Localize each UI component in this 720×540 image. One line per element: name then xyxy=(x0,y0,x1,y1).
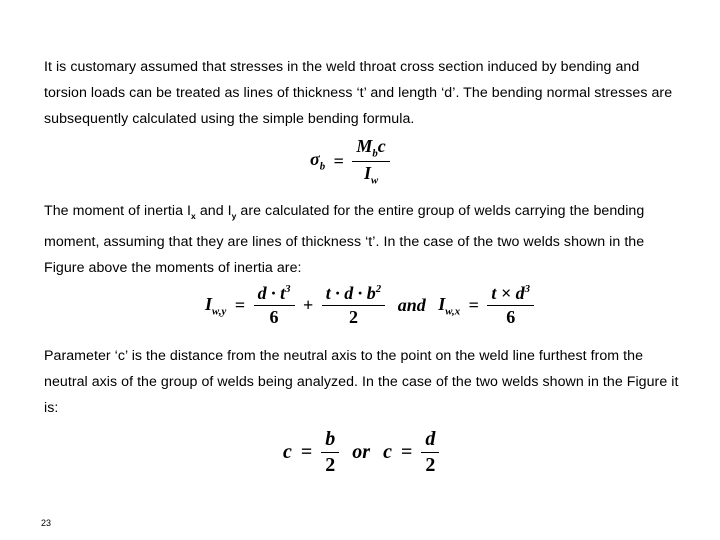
eq2-plus: + xyxy=(303,295,314,315)
p2-text-b: and xyxy=(195,203,228,219)
ix-subscript: x xyxy=(191,210,196,221)
eq2-f1-denominator: 6 xyxy=(269,307,279,327)
eq2-f2-exponent: 2 xyxy=(375,283,382,295)
inertia-symbol: I xyxy=(363,162,371,183)
eq2-equals-2: = xyxy=(468,295,479,315)
eq3-fraction-2 xyxy=(421,428,439,477)
eq1-lhs xyxy=(310,149,326,173)
eq2-fraction-1 xyxy=(254,283,295,328)
equation-bending-stress xyxy=(310,136,390,186)
eq1-numerator xyxy=(352,136,389,162)
distance-symbol: c xyxy=(377,136,386,156)
p2-text-a: The moment of inertia xyxy=(44,203,188,219)
eq2-f1-numerator xyxy=(254,283,295,306)
eq3-f1-denominator: 2 xyxy=(325,454,336,476)
eq2-f2-num-text: t · d · b xyxy=(325,283,376,303)
eq3-lhs-2: c xyxy=(383,441,392,463)
iy-subscript: y xyxy=(231,210,237,221)
eq2-f3-num-text: t × d xyxy=(491,283,525,303)
eq2-f3-numerator xyxy=(487,283,534,306)
eq3-equals-2: = xyxy=(400,441,413,463)
eq3-f2-denominator: 2 xyxy=(425,454,436,476)
eq2-f3-denominator: 6 xyxy=(506,307,516,327)
iwx-symbol: I xyxy=(438,293,446,314)
iwy-subscript: w,y xyxy=(212,305,227,318)
iwx-subscript: w,x xyxy=(445,305,461,318)
eq1-fraction xyxy=(352,136,389,186)
eq3-or: or xyxy=(352,441,371,463)
iwy-symbol: I xyxy=(205,293,213,314)
eq1-equals: = xyxy=(333,150,344,171)
eq3-fraction-1 xyxy=(321,428,339,477)
iy-symbol: I xyxy=(227,203,232,219)
eq2-lhs-x xyxy=(438,293,461,318)
moment-subscript: b xyxy=(372,147,378,160)
equation-moments-of-inertia xyxy=(205,283,534,328)
sigma-subscript: b xyxy=(319,160,326,173)
eq2-f2-numerator xyxy=(322,283,385,306)
eq3-f1-numerator: b xyxy=(321,428,339,453)
p2-text-c: are calculated for the entire group of welds carrying the bending moment, assuming that they are lines of thickness ‘t’. In the case of the two welds shown in the Figure above the moments of inertia are: xyxy=(44,203,645,276)
page-number: 23 xyxy=(41,518,52,528)
eq2-f2-denominator: 2 xyxy=(348,307,358,327)
eq3-f2-numerator: d xyxy=(421,428,439,453)
eq2-fraction-3 xyxy=(487,283,534,328)
paragraph-moment-of-inertia xyxy=(44,198,684,281)
sigma-symbol: σ xyxy=(310,149,320,170)
paragraph-bending-stress-intro: It is customary assumed that stresses in the weld throat cross section induced by bending and torsion loads can be treated as lines of thickness ‘t’ and length ‘d’. The bending normal stresses are subsequently calculated using the simple bending formula. xyxy=(44,59,673,127)
eq2-equals-1: = xyxy=(234,295,246,315)
moment-symbol: M xyxy=(356,136,373,156)
paragraph-parameter-c: Parameter ‘c’ is the distance from the neutral axis to the point on the weld line furthest from the neutral axis of the group of welds being analyzed. In the case of the two welds shown in the Figure it is: xyxy=(44,348,679,416)
ix-symbol: I xyxy=(187,203,192,219)
eq2-lhs-y xyxy=(205,293,227,318)
eq2-and: and xyxy=(397,295,426,315)
eq3-equals-1: = xyxy=(300,441,313,463)
eq2-f3-exponent: 3 xyxy=(524,283,531,295)
eq2-f1-exponent: 3 xyxy=(285,283,291,295)
eq3-lhs-1: c xyxy=(283,441,292,463)
eq2-f1-num-text: d · t xyxy=(257,283,286,303)
eq1-denominator xyxy=(360,162,382,187)
equation-parameter-c xyxy=(283,428,439,477)
inertia-subscript: w xyxy=(370,174,379,187)
eq2-fraction-2 xyxy=(322,283,385,328)
